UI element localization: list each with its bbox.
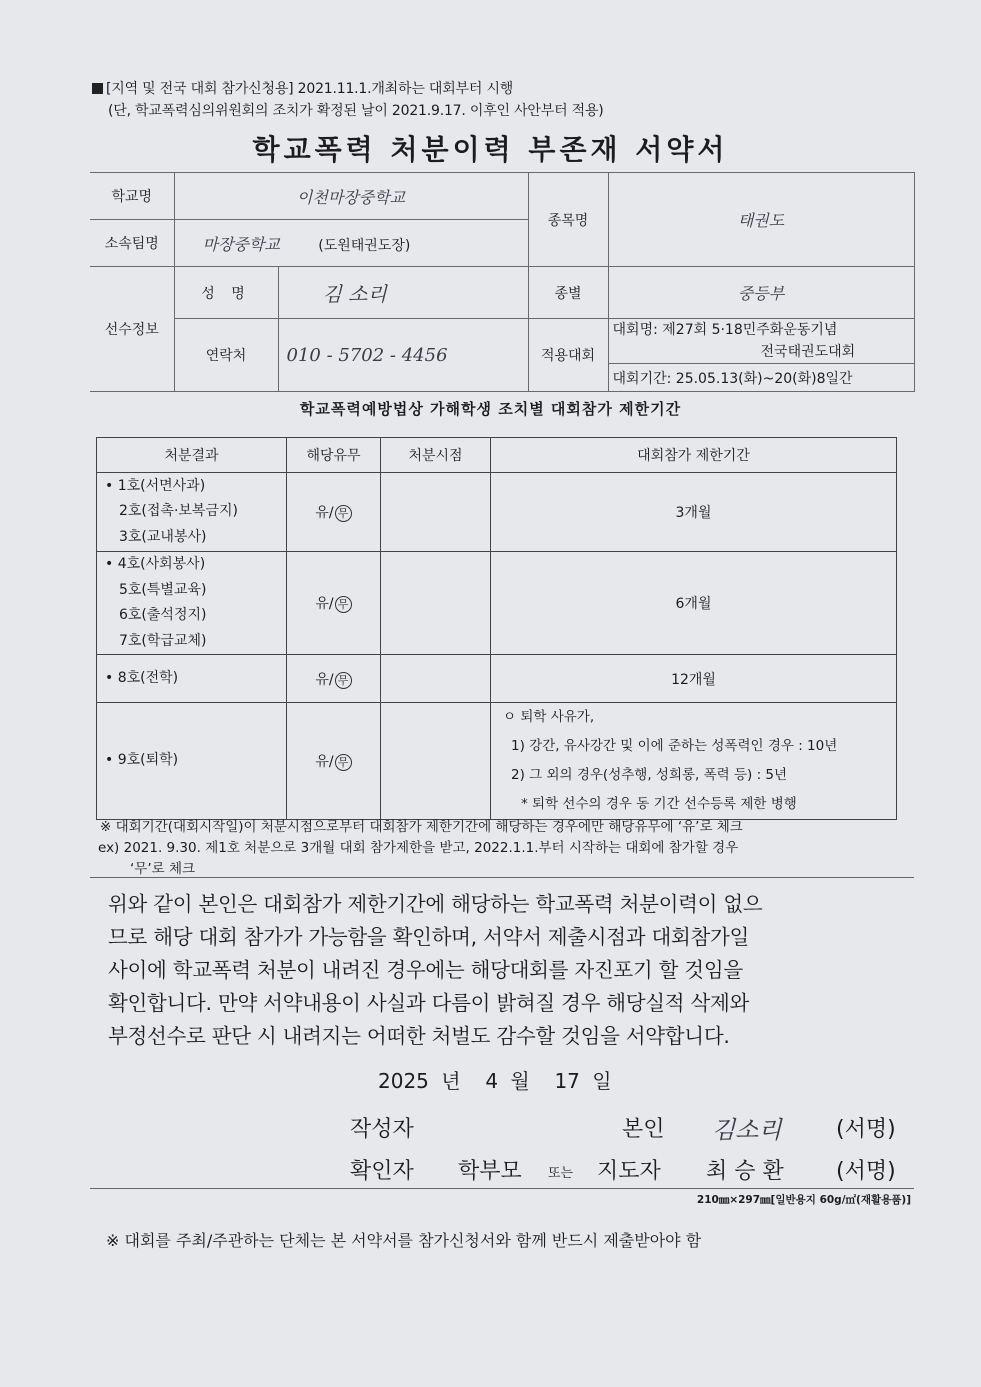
disciplinary-items: • 9호(퇴학) [97,703,287,820]
limit-cell-expulsion: ㅇ 퇴학 사유가, 1) 강간, 유사강간 및 이에 준하는 성폭력인 경우 : 10년 2) 그 외의 경우(성추행, 성희롱, 폭력 등) : 5년 * 퇴학 선수의 경우 동 기간 선수등록 제한 병행 [491,703,897,820]
self-signature-mark: (서명) [836,1117,896,1142]
apply-label: 적용대회 [528,319,608,392]
name-label: 성 명 [174,267,278,319]
table-row [97,473,897,552]
school-value: 이천마장중학교 [174,173,528,220]
confirmer-label: 확인자 [350,1159,414,1184]
team-cell [174,220,528,267]
table-row [97,552,897,655]
sport-label: 종목명 [528,173,608,267]
author-label: 작성자 [350,1117,414,1142]
coach-label: 지도자 [597,1159,661,1184]
selected-no-mark: 무 [335,505,352,522]
team-value: 마장중학교 [202,234,280,254]
event-label: 대회명: [612,322,658,338]
table-row [97,703,897,820]
disciplinary-items: • 8호(전학) [97,655,287,703]
player-info-label: 선수정보 [90,267,174,392]
period-label: 대회기간: [612,370,672,387]
or-label: 또는 [548,1166,574,1181]
restriction-subtitle: 학교폭력예방법상 가해학생 조치별 대회참가 제한기간 [299,400,682,418]
applicable-cell: 유/ 무 [287,552,381,655]
selected-no-mark: 무 [335,596,352,613]
bottom-note: ※ 대회를 주최/주관하는 단체는 본 서약서를 참가신청서와 함께 반드시 제출받아야 함 [106,1231,702,1250]
period-value: 25.05.13(화)~20(화)8일간 [675,370,853,387]
selected-no-mark: 무 [335,754,352,771]
page-title: 학교폭력 처분이력 부존재 서약서 [252,133,729,166]
table-row [97,655,897,703]
disciplinary-items: • 1호(서면사과) 2호(접촉·보복금지) 3호(교내봉사) [97,473,287,552]
team-note: (도원태권도장) [318,237,411,254]
disposition-time-cell [381,703,491,820]
coach-name: 최 승 환 [706,1159,784,1184]
pledge-date: 2025 년 4 월 17 일 [378,1069,612,1093]
disciplinary-table [96,437,897,820]
player-info-table [90,172,915,392]
sport-value: 태권도 [608,173,914,267]
event-name-cell [608,319,914,364]
disciplinary-items: • 4호(사회봉사) 5호(특별교육) 6호(출석정지) 7호(학급교체) [97,552,287,655]
paper-spec: 210㎜×297㎜[일반용지 60g/㎡(재활용품)] [696,1194,911,1206]
col-header-result: 처분결과 [97,438,287,473]
name-value: 김 소리 [278,267,528,319]
applicable-cell: 유/ 무 [287,703,381,820]
coach-signature-mark: (서명) [836,1159,896,1184]
divider [90,877,914,878]
col-header-applicable: 해당유무 [287,438,381,473]
applicable-cell: 유/ 무 [287,655,381,703]
disposition-time-cell [381,552,491,655]
self-label: 본인 [622,1117,665,1142]
applicable-cell: 유/ 무 [287,473,381,552]
limit-cell: 12개월 [491,655,897,703]
event-name-line-1: 제27회 5·18민주화운동기념 [662,322,838,338]
footnote-1: ※ 대회기간(대회시작일)이 처분시점으로부터 대회참가 제한기간에 해당하는 경우에만 해당유무에 ‘유’로 체크 [100,819,743,835]
team-label: 소속팀명 [90,220,174,267]
col-header-time: 처분시점 [381,438,491,473]
table-header-row [97,438,897,473]
notice-line-2: (단, 학교폭력심의위원회의 조치가 확정된 날이 2021.9.17. 이후인 사안부터 적용) [108,103,604,119]
event-period-cell [608,364,914,392]
parent-label: 학부모 [458,1159,522,1184]
contact-label: 연락처 [174,319,278,392]
limit-cell: 6개월 [491,552,897,655]
pledge-text: 위와 같이 본인은 대회참가 제한기간에 해당하는 학교폭력 처분이력이 없으 므로 해당 대회 참가가 가능함을 확인하며, 서약서 제출시점과 대회참가일 사이에 학교폭력 처분이 내려진 경우에는 해당대회를 자진포기 할 것임을 확인합니다. 만약 서약내용이 사실과 다름이 밝혀질 경우 해당실적 삭제와 부정선수로 판단 시 내려지는 어떠한 처벌도 감수할 것임을 서약합니다. [108,892,763,1048]
event-name-line-2: 전국태권도대회 [760,344,856,360]
footnote-3: ‘무’로 체크 [130,861,196,877]
col-header-limit: 대회참가 제한기간 [491,438,897,473]
school-label: 학교명 [90,173,174,220]
limit-cell: 3개월 [491,473,897,552]
class-value: 중등부 [608,267,914,319]
notice-line-1: [지역 및 전국 대회 참가신청용] 2021.11.1.개최하는 대회부터 시행 [92,78,513,98]
selected-no-mark: 무 [335,672,352,689]
class-label: 종별 [528,267,608,319]
footnote-2: ex) 2021. 9.30. 제1호 처분으로 3개월 대회 참가제한을 받고, 2022.1.1.부터 시작하는 대회에 참가할 경우 [98,840,739,856]
divider [90,1188,914,1189]
self-name-handwritten: 김소리 [712,1116,782,1144]
contact-value: 010 - 5702 - 4456 [278,319,528,392]
square-bullet-icon [92,83,103,94]
disposition-time-cell [381,473,491,552]
disposition-time-cell [381,655,491,703]
